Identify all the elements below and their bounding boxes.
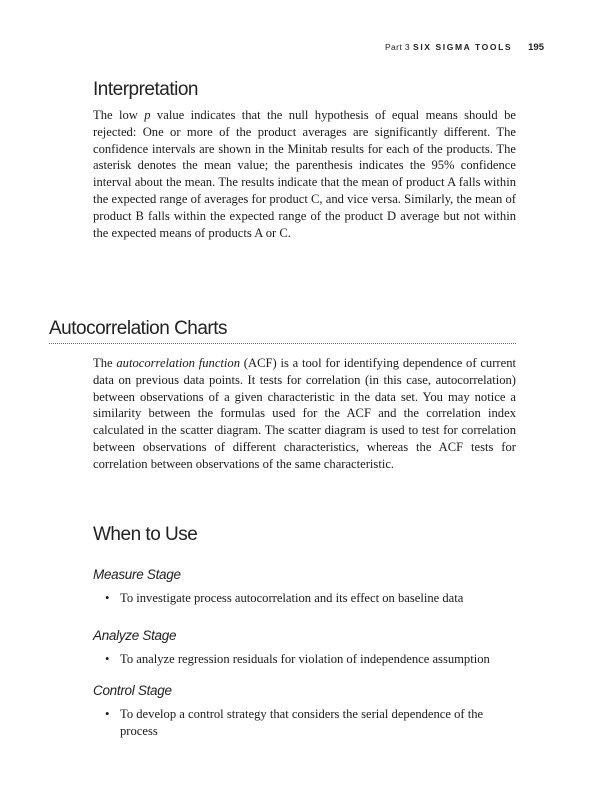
measure-stage-list xyxy=(93,590,516,607)
autocorrelation-paragraph xyxy=(93,355,516,473)
p-value-symbol: p xyxy=(144,108,151,122)
acf-text-2: (ACF) is a tool for identifying dependence of current data on previous data points. It tests for correlation (in this case, autocorrelation) between observations of a given characteristic in the data set. You may notice a similarity between the formulas used for the ACF and the correlation index calculated in the scatter diagram. The scatter diagram is used to test for correlation between observations of different characteristics, whereas the ACF tests for correlation between observations of the same characteristic. xyxy=(93,356,516,471)
heading-divider xyxy=(49,343,516,344)
interpretation-text-2: value indicates that the null hypothesis of equal means should be rejected: One or more of the product averages are significantly different. The confidence intervals are shown in the Minitab results for each of the products. The asterisk denotes the mean value; the parenthesis indicates the 95% confidence interval about the mean. The results indicate that the mean of product A falls within the expected range of averages for product C, and vice versa. Similarly, the mean of product B falls within the expected range of the product D average but not within the expected means of products A or C. xyxy=(93,108,516,240)
analyze-stage-heading: Analyze Stage xyxy=(93,628,177,643)
interpretation-paragraph xyxy=(93,107,516,241)
autocorrelation-heading: Autocorrelation Charts xyxy=(49,318,228,339)
book-title: SIX SIGMA TOOLS xyxy=(413,42,513,52)
page-number: 195 xyxy=(528,42,544,53)
control-stage-list xyxy=(93,706,516,740)
analyze-stage-list xyxy=(93,651,516,668)
interpretation-heading: Interpretation xyxy=(93,79,198,100)
list-item: • To analyze regression residuals for violation of independence assumption xyxy=(93,651,516,668)
list-item: • To develop a control strategy that considers the serial dependence of the process xyxy=(93,706,516,740)
measure-stage-heading: Measure Stage xyxy=(93,567,181,582)
part-label: Part 3 xyxy=(384,42,411,52)
acf-term: autocorrelation function xyxy=(116,356,240,370)
control-stage-heading: Control Stage xyxy=(93,683,172,698)
when-to-use-heading: When to Use xyxy=(93,524,198,545)
acf-text-1: The xyxy=(93,356,117,370)
interpretation-text-1: The low xyxy=(93,108,145,122)
list-item: • To investigate process autocorrelation and its effect on baseline data xyxy=(93,590,516,607)
running-head xyxy=(385,42,544,53)
